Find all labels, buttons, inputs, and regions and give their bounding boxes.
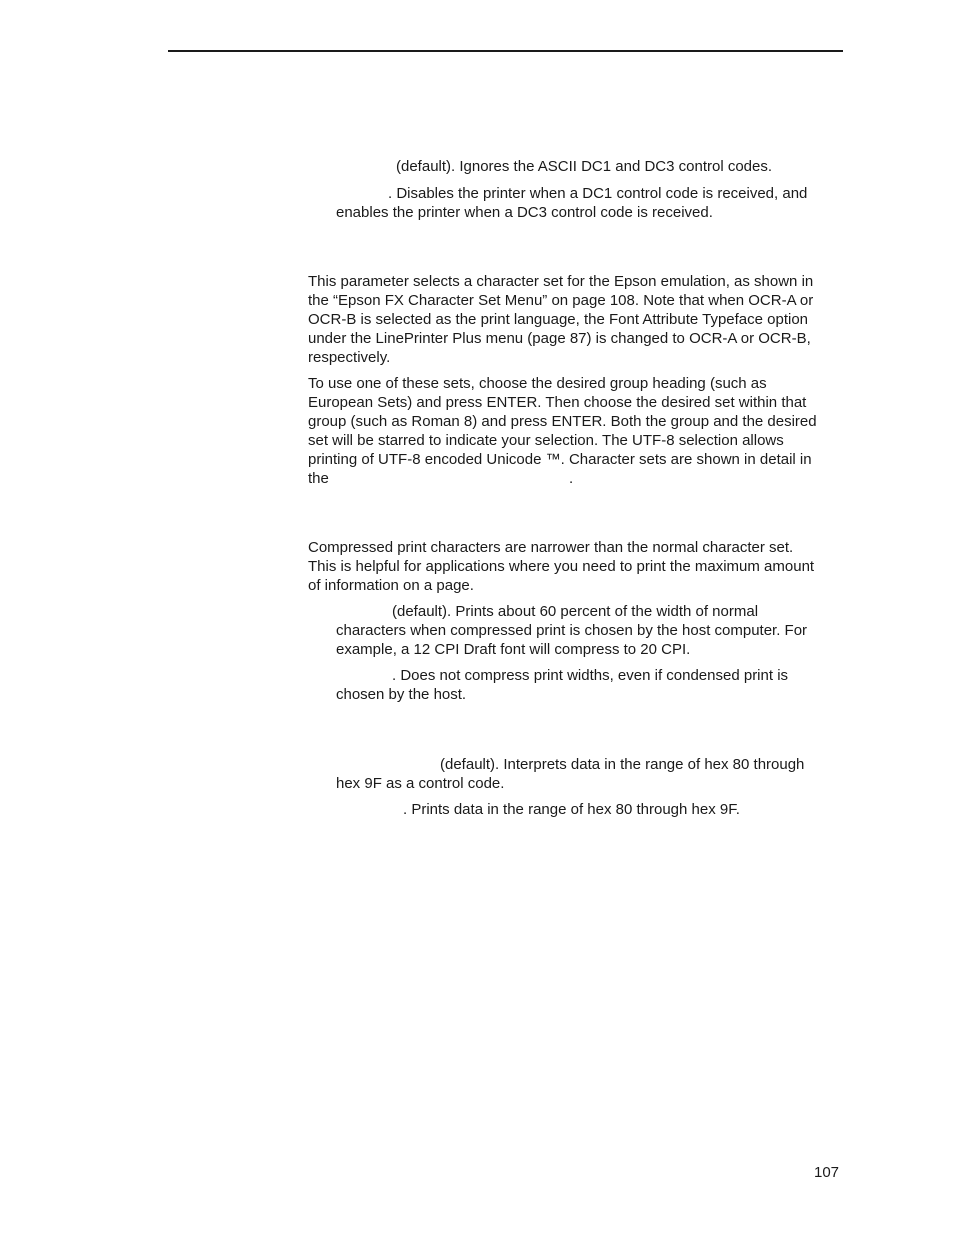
compressed-option-default-line-2: characters when compressed print is chosen by the host computer. For [336,622,808,639]
charset-para1-line-5: respectively. [308,349,391,366]
charset-para1-line-3: OCR-B is selected as the print language, the Font Attribute Typeface option [308,311,809,328]
dc1-dc3-option-enable-line-1: . Disables the printer when a DC1 control code is received, and [388,185,808,202]
charset-para2-line-5: printing of UTF-8 encoded Unicode ™. Character sets are shown in detail in [308,451,812,468]
control-range-option-printable: . Prints data in the range of hex 80 through hex 9F. [403,801,740,818]
control-range-option-default-line-1: (default). Interprets data in the range of hex 80 through [440,756,805,773]
page-number: 107 [814,1164,840,1181]
compressed-option-default-line-1: (default). Prints about 60 percent of the width of normal [392,603,759,620]
charset-para2-line-6-end: . [569,470,574,487]
compressed-option-disable-line-1: . Does not compress print widths, even if condensed print is [392,667,789,684]
compressed-option-disable-line-2: chosen by the host. [336,686,467,703]
charset-para2-line-3: group (such as Roman 8) and press ENTER. Both the group and the desired [308,413,817,430]
compressed-option-default-line-3: example, a 12 CPI Draft font will compress to 20 CPI. [336,641,691,658]
dc1-dc3-option-enable-line-2: enables the printer when a DC3 control code is received. [336,204,713,221]
header-rule [168,50,843,52]
charset-para2-line-2: European Sets) and press ENTER. Then choose the desired set within that [308,394,807,411]
charset-para1-line-1: This parameter selects a character set for the Epson emulation, as shown in [308,273,814,290]
compressed-intro-line-1: Compressed print characters are narrower than the normal character set. [308,539,794,556]
control-range-option-default-line-2: hex 9F as a control code. [336,775,505,792]
compressed-intro-line-3: of information on a page. [308,577,474,594]
charset-para1-line-2: the “Epson FX Character Set Menu” on page 108. Note that when OCR-A or [308,292,814,309]
charset-para2-line-6-start: the [308,470,329,487]
charset-para2-line-4: set will be starred to indicate your selection. The UTF-8 selection allows [308,432,784,449]
dc1-dc3-option-default: (default). Ignores the ASCII DC1 and DC3 control codes. [396,158,773,175]
compressed-intro-line-2: This is helpful for applications where you need to print the maximum amount [308,558,815,575]
charset-para2-line-1: To use one of these sets, choose the desired group heading (such as [308,375,767,392]
charset-para1-line-4: under the LinePrinter Plus menu (page 87) is changed to OCR-A or OCR-B, [308,330,811,347]
